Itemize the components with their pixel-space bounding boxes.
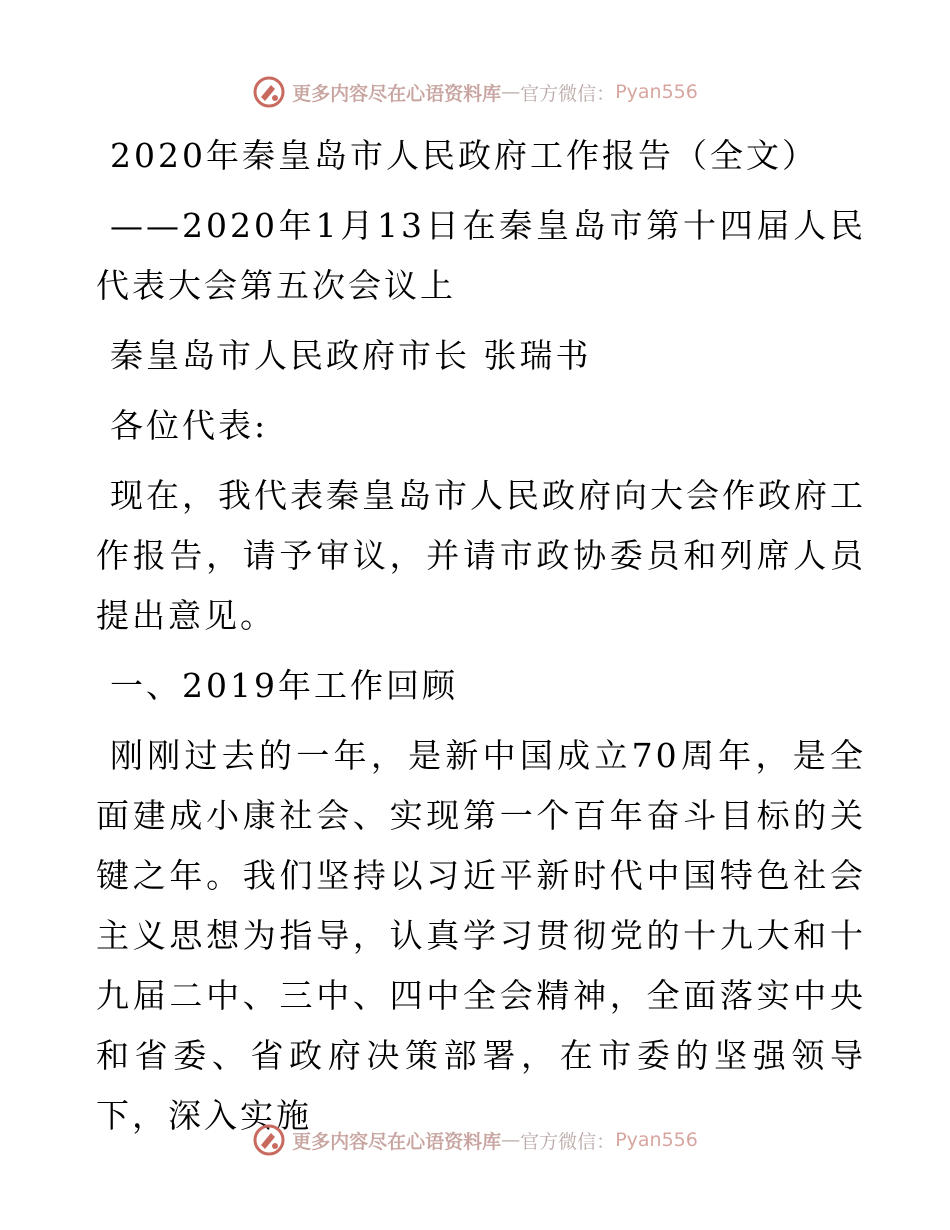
circular-seal-icon <box>252 75 286 109</box>
watermark-account: Pyan556 <box>615 1129 698 1151</box>
document-body <box>96 126 866 1146</box>
watermark-dash: — <box>501 81 521 103</box>
watermark-text: 更多内容尽在心语资料库 <box>292 82 502 105</box>
header-watermark <box>0 72 950 112</box>
footer-watermark <box>0 1120 950 1160</box>
document-salutation: 各位代表: <box>110 406 269 445</box>
watermark-account: Pyan556 <box>615 81 698 103</box>
document-title: 2020年秦皇岛市人民政府工作报告（全文） <box>110 136 818 175</box>
document-paragraph: 现在，我代表秦皇岛市人民政府向大会作政府工作报告，请予审议，并请市政协委员和列席人员提出意见。 <box>96 476 866 635</box>
document-author: 秦皇岛市人民政府市长 张瑞书 <box>110 336 592 375</box>
circular-seal-icon <box>252 1123 286 1157</box>
document-paragraph: 刚刚过去的一年，是新中国成立70周年，是全面建成小康社会、实现第一个百年奋斗目标的关键之年。我们坚持以习近平新时代中国特色社会主义思想为指导，认真学习贯彻党的十九大和十九届二中、三中、四中全会精神，全面落实中央和省委、省政府决策部署，在市委的坚强领导下，深入实施 <box>96 736 866 1135</box>
watermark-official-label: 官方微信： <box>520 1130 616 1153</box>
watermark-text: 更多内容尽在心语资料库 <box>292 1130 502 1153</box>
section-heading: 一、2019年工作回顾 <box>110 666 458 705</box>
watermark-official-label: 官方微信： <box>520 82 616 105</box>
watermark-dash: — <box>501 1129 521 1151</box>
document-subtitle: ——2020年1月13日在秦皇岛市第十四届人民代表大会第五次会议上 <box>96 206 866 305</box>
